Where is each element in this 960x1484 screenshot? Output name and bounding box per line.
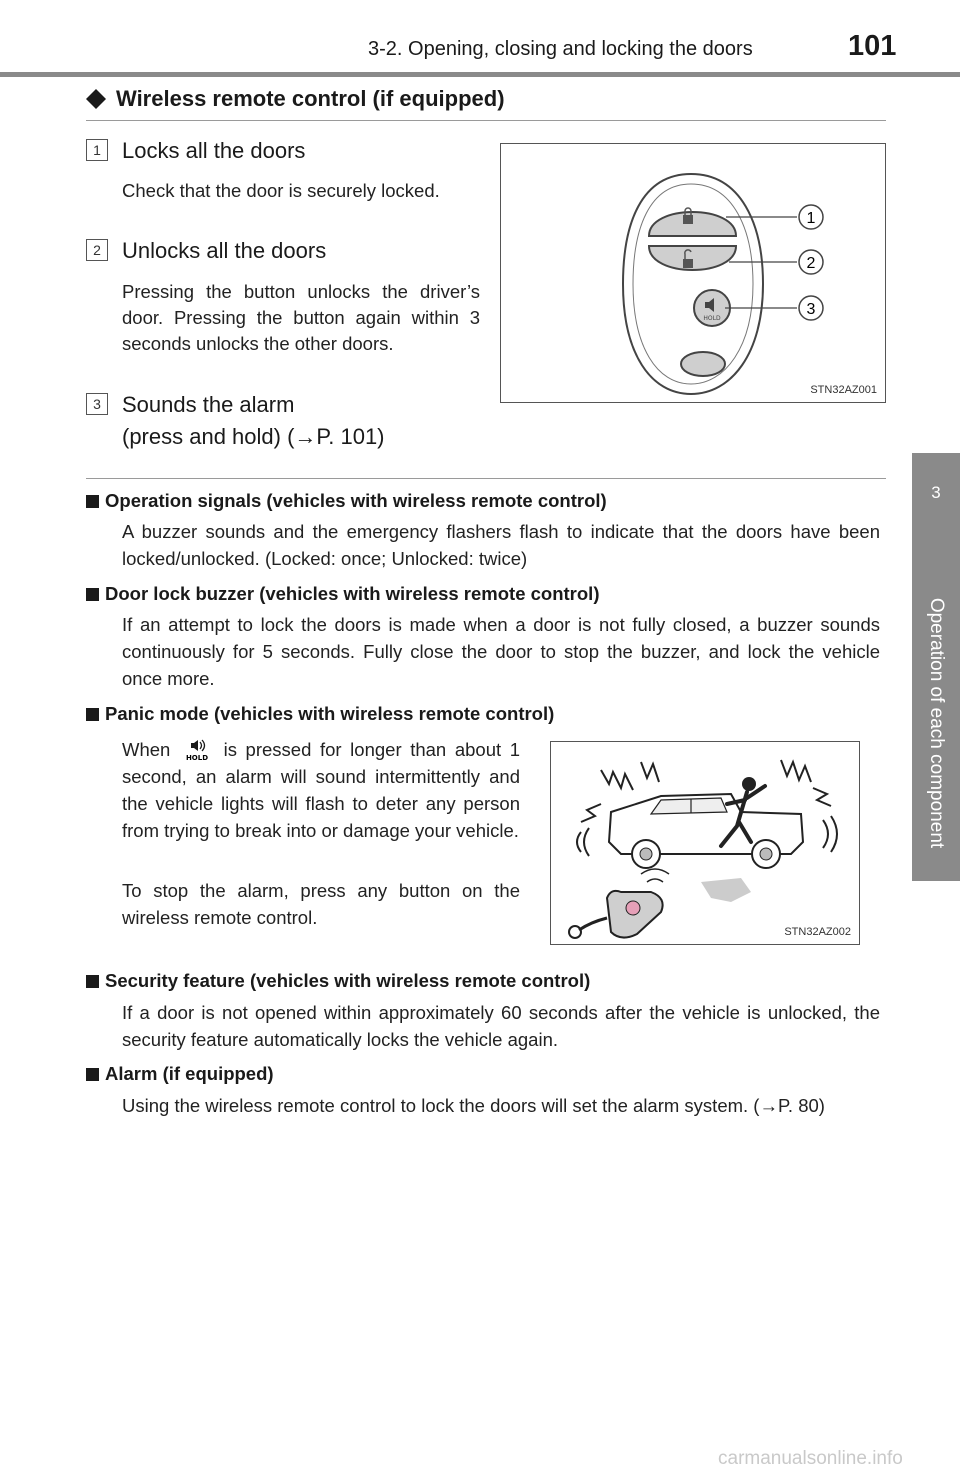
note-title: Panic mode (vehicles with wireless remote control) [105, 703, 555, 724]
figure-code: STN32AZ002 [784, 926, 851, 938]
header-rule [0, 72, 960, 77]
chapter-label: Operation of each component [926, 597, 947, 849]
hold-icon-text: HOLD [185, 754, 208, 761]
section-bottom-rule [86, 478, 886, 479]
square-bullet-icon [86, 588, 99, 601]
item-number-1: 1 [86, 139, 108, 161]
square-bullet-icon [86, 975, 99, 988]
section-title: Wireless remote control (if equipped) [116, 86, 505, 111]
section-rule [86, 120, 886, 121]
fob-hold-text: HOLD [703, 315, 721, 322]
key-fob-illustration [501, 144, 887, 404]
note-body-alarm: Using the wireless remote control to lock the doors will set the alarm system. (→P. 80) [122, 1095, 825, 1116]
square-bullet-icon [86, 708, 99, 721]
chapter-number: 3 [931, 483, 941, 502]
item-desc-2: Pressing the button unlocks the driver’s door. Pressing the button again within 3 seconds unlocks the other doors. [122, 281, 480, 354]
panic-hold-button-icon [183, 737, 211, 761]
note-heading-alarm [86, 1063, 274, 1085]
panic-mode-figure [550, 741, 860, 945]
figure-code: STN32AZ001 [810, 384, 877, 396]
page-header [0, 0, 960, 78]
key-fob-figure [500, 143, 886, 403]
panic-mode-illustration [551, 742, 861, 946]
note-title: Door lock buzzer (vehicles with wireless remote control) [105, 583, 600, 604]
item-title-3-line2: (press and hold) (→P. 101) [122, 424, 385, 449]
item-number-2: 2 [86, 239, 108, 261]
diamond-bullet-icon [86, 89, 106, 109]
note-body2-panic-mode: To stop the alarm, press any button on the wireless remote control. [122, 880, 520, 928]
callout-1: 1 [806, 210, 816, 227]
item-title-3: Sounds the alarm [122, 392, 295, 417]
watermark: carmanualsonline.info [718, 1448, 903, 1469]
item-number-3: 3 [86, 393, 108, 415]
note-body-security-feature: If a door is not opened within approximately 60 seconds after the vehicle is unlocked, the security feature automatically locks the vehicle again. [122, 1002, 880, 1050]
item-title-2: Unlocks all the doors [122, 238, 327, 263]
chapter-side-tab [912, 453, 960, 881]
callout-2: 2 [806, 255, 816, 272]
section-heading [86, 86, 505, 112]
note-heading-security-feature [86, 970, 590, 992]
panic-text-before: When [122, 739, 171, 760]
square-bullet-icon [86, 1068, 99, 1081]
note-heading-panic-mode [86, 703, 554, 725]
callout-3: 3 [806, 301, 816, 318]
header-title: 3-2. Opening, closing and locking the doors [368, 38, 753, 60]
page-number: 101 [848, 30, 897, 62]
note-title: Operation signals (vehicles with wireless remote control) [105, 490, 607, 511]
square-bullet-icon [86, 495, 99, 508]
note-body-operation-signals: A buzzer sounds and the emergency flashers flash to indicate that the doors have been locked/unlocked. (Locked: once; Unlocked: twice) [122, 521, 880, 569]
note-heading-door-lock-buzzer [86, 583, 600, 605]
note-title: Security feature (vehicles with wireless remote control) [105, 970, 591, 991]
note-body-panic-mode [122, 736, 520, 844]
note-title: Alarm (if equipped) [105, 1063, 274, 1084]
item-desc-1: Check that the door is securely locked. [122, 180, 440, 201]
item-title-1: Locks all the doors [122, 138, 306, 163]
note-body-door-lock-buzzer: If an attempt to lock the doors is made when a door is not fully closed, a buzzer sounds continuously for 5 seconds. Fully close the door to stop the buzzer, and lock the vehicle once more. [122, 614, 880, 689]
note-heading-operation-signals [86, 490, 607, 512]
panic-text-after: is pressed for longer than about 1 second, an alarm will sound intermittently and the vehicle lights will flash to deter any person from trying to break into or damage your vehicle. [122, 739, 521, 841]
